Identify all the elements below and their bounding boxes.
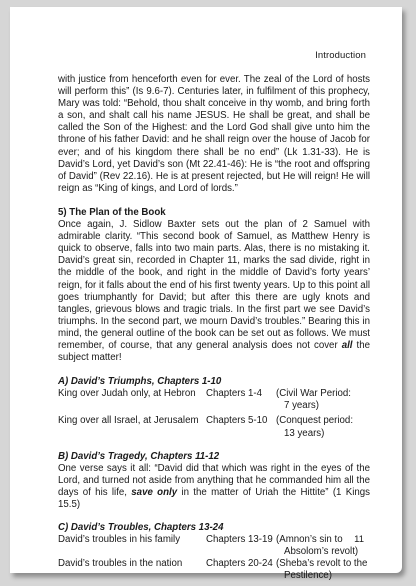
outline-note: [276, 388, 370, 412]
intro-paragraph: with justice from henceforth even for ever. The zeal of the Lord of hosts will perform this” (Is 9.6-7). Centuries later, in fulfilment of this prophecy, Mary was told: “Behold, thou shalt conceive in thy womb, and bring forth a son, and shalt call his name JESUS. He shall be great, and shall be called the Son of the Highest: and the Lord God shall give unto him the throne of his father David: and he shall reign over the house of Jacob for ever; and of his kingdom there shall be no end” (Lk 1.31-33). He is David’s Lord, yet David’s son (Mt 22.41-46): He is “the root and offspring of David” (Rev 22.16). He is at present rejected, but He will reign! He will reign as “King of kings, and Lord of lords.”: [58, 74, 370, 194]
part-a-heading: A) David’s Triumphs, Chapters 1-10: [58, 376, 222, 388]
section-heading: 5) The Plan of the Book: [58, 206, 166, 218]
outline-note-line: (Conquest period:: [276, 415, 354, 427]
outline-row: [58, 415, 370, 439]
outline-note-continuation: 13 years): [284, 427, 325, 439]
outline-row: [58, 534, 370, 558]
part-b-text-before: One verse says it all: “David did that which was right in the eyes of the Lord, and turned not aside from anything that he commanded him all the days of his life,: [58, 462, 370, 498]
outline-note-line: (Sheba’s revolt to the: [276, 558, 368, 570]
outline-note: [276, 415, 370, 439]
outline-note-continuation: 7 years): [284, 400, 319, 412]
outline-chapters: Chapters 1-4: [206, 388, 263, 400]
outline-note-continuation: Absolom’s revolt): [284, 546, 359, 558]
running-head: Introduction: [315, 50, 366, 61]
outline-chapters: Chapters 20-24: [206, 558, 273, 570]
outline-row: [58, 388, 370, 412]
outline-note: [276, 558, 370, 582]
book-page: [10, 7, 402, 582]
outline-chapters: Chapters 5-10: [206, 415, 268, 427]
part-c-heading: C) David’s Troubles, Chapters 13-24: [58, 522, 224, 534]
outline-event: King over Judah only, at Hebron: [58, 388, 196, 400]
part-b-text-after: in the matter of Uriah the Hittite” (1 Kings 15.5): [58, 486, 370, 510]
plan-text-before: Once again, J. Sidlow Baxter sets out the plan of 2 Samuel with admirable clarity. “This second book of Samuel, as Matthew Henry is quick to observe, falls into two main parts. Alas, there is no mistaking it. David’s great sin, recorded in Chapter 11, marks the sad divide, right in the middle of the book, and right in the middle of David’s forty years’ reign, for it falls about the end of his first twenty years. Up to this point all goes triumphantly for David; but after this there are ugly knots and tangles, grievous blows and tragic trials. In the first part we see David’s triumphs. In the second part, we mourn David’s troubles.” Bearing this in mind, the general outline of the book can be set out as follows. We must remember, of course, that any general analysis does not cover: [58, 219, 370, 351]
outline-event: David’s troubles in the nation: [58, 558, 183, 570]
outline-note-continuation: Pestilence): [284, 570, 332, 582]
outline-event: David’s troubles in his family: [58, 534, 181, 546]
outline-row: [58, 558, 370, 582]
outline-note-line: (Civil War Period:: [276, 388, 351, 400]
plan-paragraph: [58, 219, 370, 364]
plan-emphasis: all: [341, 339, 353, 351]
page-content: [58, 74, 370, 583]
outline-note-line: (Amnon’s sin to: [276, 534, 343, 546]
part-b-heading: B) David’s Tragedy, Chapters 11-12: [58, 450, 220, 462]
outline-chapters: Chapters 13-19: [206, 534, 273, 546]
outline-event: King over all Israel, at Jerusalem: [58, 415, 199, 427]
page-number: 11: [354, 534, 364, 545]
part-b-paragraph: [58, 463, 370, 511]
plan-text-after: the subject matter!: [58, 339, 370, 364]
part-b-emphasis: save only: [131, 486, 178, 498]
